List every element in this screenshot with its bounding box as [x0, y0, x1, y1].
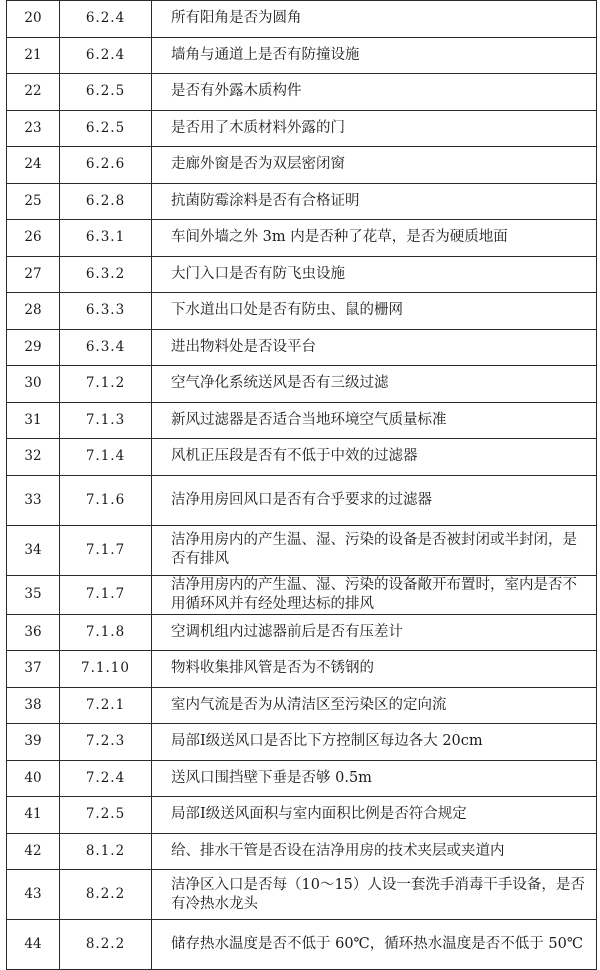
clause-number-cell: 7.1.8: [60, 614, 152, 651]
clause-number-cell: 8.1.2: [60, 833, 152, 870]
check-item-cell: 进出物料处是否设平台: [152, 329, 597, 366]
clause-number-cell: 6.3.3: [60, 293, 152, 330]
clause-number-cell: 6.2.4: [60, 1, 152, 38]
check-item-cell: 空调机组内过滤器前后是否有压差计: [152, 614, 597, 651]
check-item-cell: 储存热水温度是否不低于 60℃，循环热水温度是否不低于 50℃: [152, 920, 597, 970]
row-number-cell: 23: [7, 110, 60, 147]
check-item-cell: 送风口围挡壁下垂是否够 0.5m: [152, 760, 597, 797]
row-number-cell: 44: [7, 920, 60, 970]
check-item-cell: 空气净化系统送风是否有三级过滤: [152, 366, 597, 403]
row-number-cell: 24: [7, 147, 60, 184]
clause-number-cell: 6.3.2: [60, 256, 152, 293]
table-row: [7, 220, 597, 257]
table-row: [7, 37, 597, 74]
clause-number-cell: 6.2.5: [60, 74, 152, 111]
table-row: [7, 183, 597, 220]
row-number-cell: 41: [7, 797, 60, 834]
table-row: [7, 110, 597, 147]
clause-number-cell: 7.2.4: [60, 760, 152, 797]
table-row: [7, 760, 597, 797]
clause-number-cell: 7.1.7: [60, 525, 152, 575]
check-item-cell: 洁净用房内的产生温、湿、污染的设备敞开布置时，室内是否不用循环风并有经处理达标的排风: [152, 575, 597, 614]
table-row: [7, 475, 597, 525]
table-row: [7, 256, 597, 293]
table-row: [7, 329, 597, 366]
clause-number-cell: 7.1.2: [60, 366, 152, 403]
check-item-cell: 下水道出口处是否有防虫、鼠的栅网: [152, 293, 597, 330]
table-row: [7, 293, 597, 330]
table-row: [7, 687, 597, 724]
row-number-cell: 30: [7, 366, 60, 403]
clause-number-cell: 7.2.5: [60, 797, 152, 834]
row-number-cell: 32: [7, 439, 60, 476]
checklist-table-body: [7, 1, 597, 970]
row-number-cell: 36: [7, 614, 60, 651]
table-row: [7, 366, 597, 403]
checklist-table: [6, 0, 597, 970]
row-number-cell: 22: [7, 74, 60, 111]
check-item-cell: 物料收集排风管是否为不锈钢的: [152, 651, 597, 688]
row-number-cell: 20: [7, 1, 60, 38]
clause-number-cell: 7.1.10: [60, 651, 152, 688]
checklist-table-container: [6, 0, 596, 970]
row-number-cell: 21: [7, 37, 60, 74]
check-item-cell: 给、排水干管是否设在洁净用房的技术夹层或夹道内: [152, 833, 597, 870]
table-row: [7, 833, 597, 870]
check-item-cell: 局部Ⅰ级送风口是否比下方控制区每边各大 20cm: [152, 724, 597, 761]
row-number-cell: 42: [7, 833, 60, 870]
check-item-cell: 洁净用房回风口是否有合乎要求的过滤器: [152, 475, 597, 525]
check-item-cell: 所有阳角是否为圆角: [152, 1, 597, 38]
clause-number-cell: 6.3.1: [60, 220, 152, 257]
table-row: [7, 920, 597, 970]
check-item-cell: 墙角与通道上是否有防撞设施: [152, 37, 597, 74]
clause-number-cell: 8.2.2: [60, 870, 152, 920]
row-number-cell: 35: [7, 575, 60, 614]
check-item-cell: 是否用了木质材料外露的门: [152, 110, 597, 147]
table-row: [7, 724, 597, 761]
table-row: [7, 525, 597, 575]
check-item-cell: 局部Ⅰ级送风面积与室内面积比例是否符合规定: [152, 797, 597, 834]
clause-number-cell: 7.1.7: [60, 575, 152, 614]
row-number-cell: 37: [7, 651, 60, 688]
check-item-cell: 抗菌防霉涂料是否有合格证明: [152, 183, 597, 220]
clause-number-cell: 7.1.4: [60, 439, 152, 476]
table-row: [7, 74, 597, 111]
table-row: [7, 575, 597, 614]
check-item-cell: 风机正压段是否有不低于中效的过滤器: [152, 439, 597, 476]
row-number-cell: 43: [7, 870, 60, 920]
clause-number-cell: 8.2.2: [60, 920, 152, 970]
row-number-cell: 31: [7, 402, 60, 439]
table-row: [7, 147, 597, 184]
check-item-cell: 室内气流是否为从清洁区至污染区的定向流: [152, 687, 597, 724]
table-row: [7, 614, 597, 651]
check-item-cell: 是否有外露木质构件: [152, 74, 597, 111]
table-row: [7, 439, 597, 476]
row-number-cell: 29: [7, 329, 60, 366]
row-number-cell: 38: [7, 687, 60, 724]
check-item-cell: 洁净用房内的产生温、湿、污染的设备是否被封闭或半封闭，是否有排风: [152, 525, 597, 575]
row-number-cell: 27: [7, 256, 60, 293]
row-number-cell: 26: [7, 220, 60, 257]
clause-number-cell: 6.3.4: [60, 329, 152, 366]
row-number-cell: 33: [7, 475, 60, 525]
table-row: [7, 797, 597, 834]
clause-number-cell: 6.2.4: [60, 37, 152, 74]
clause-number-cell: 6.2.6: [60, 147, 152, 184]
check-item-cell: 洁净区入口是否每（10～15）人设一套洗手消毒干手设备，是否有冷热水龙头: [152, 870, 597, 920]
check-item-cell: 大门入口是否有防飞虫设施: [152, 256, 597, 293]
table-row: [7, 651, 597, 688]
clause-number-cell: 7.2.1: [60, 687, 152, 724]
table-row: [7, 1, 597, 38]
clause-number-cell: 6.2.8: [60, 183, 152, 220]
row-number-cell: 25: [7, 183, 60, 220]
row-number-cell: 34: [7, 525, 60, 575]
check-item-cell: 走廊外窗是否为双层密闭窗: [152, 147, 597, 184]
check-item-cell: 车间外墙之外 3m 内是否种了花草，是否为硬质地面: [152, 220, 597, 257]
row-number-cell: 28: [7, 293, 60, 330]
row-number-cell: 40: [7, 760, 60, 797]
clause-number-cell: 7.2.3: [60, 724, 152, 761]
clause-number-cell: 6.2.5: [60, 110, 152, 147]
clause-number-cell: 7.1.6: [60, 475, 152, 525]
clause-number-cell: 7.1.3: [60, 402, 152, 439]
table-row: [7, 402, 597, 439]
check-item-cell: 新风过滤器是否适合当地环境空气质量标准: [152, 402, 597, 439]
table-row: [7, 870, 597, 920]
row-number-cell: 39: [7, 724, 60, 761]
